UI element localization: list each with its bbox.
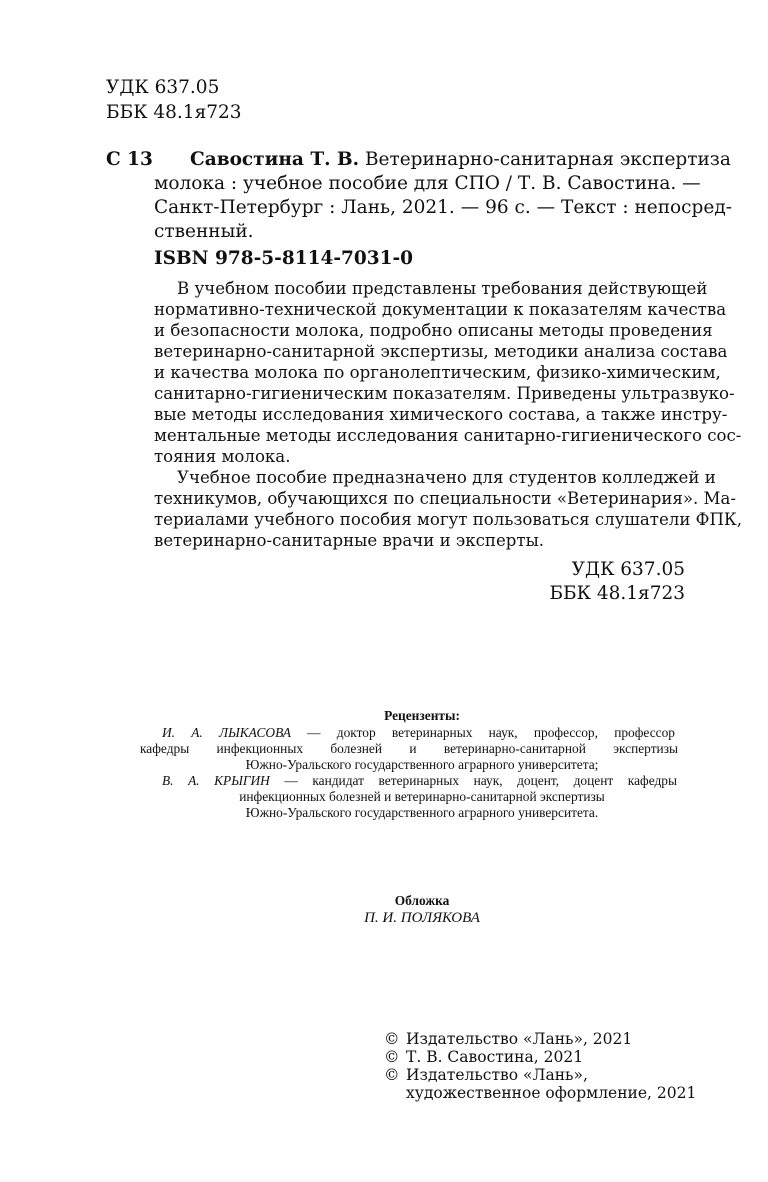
abstract-p2-line-1: Учебное пособие предназначено для студентов колледжей и — [177, 468, 716, 487]
reviewer-2-name: В. А. КРЫГИН — [162, 773, 270, 788]
reviewer-1-line-2: кафедры инфекционных болезней и ветеринарно-санитарной экспертизы — [140, 741, 678, 756]
reviewer-2-line-1 — [162, 774, 677, 787]
abstract-p2-line-3: териалами учебного пособия могут пользоваться слушатели ФПК, — [154, 510, 743, 529]
copyright-line-3: Издательство «Лань», — [406, 1066, 588, 1084]
reviewer-1-line-3: Южно-Уральского государственного аграрного университета; — [245, 757, 599, 772]
entry-line-1 — [190, 149, 731, 170]
reviewer-2-role: — кандидат ветеринарных наук, доцент, доцент кафедры — [269, 773, 677, 788]
abstract-p1-line-4: ветеринарно-санитарной экспертизы, методики анализа состава — [154, 342, 728, 361]
reviewer-1-line-1 — [162, 726, 675, 739]
abstract-p1-line-9: тояния молока. — [154, 447, 291, 466]
entry-line-2: молока : учебное пособие для СПО / Т. В. Савостина. — — [154, 173, 701, 194]
abstract-p1-line-8: ментальные методы исследования санитарно-гигиенического сос- — [154, 426, 742, 445]
copyright-symbol-1: © — [384, 1030, 400, 1048]
abstract-p1-line-5: и качества молока по органолептическим, физико-химическим, — [154, 363, 721, 382]
reviewer-1-role: — доктор ветеринарных наук, профессор, профессор — [290, 725, 675, 740]
entry-line-3: Санкт-Петербург : Лань, 2021. — 96 с. — Текст : непосред- — [154, 197, 732, 218]
abstract-p1-line-6: санитарно-гигиеническим показателям. Приведены ультразвуко- — [154, 384, 735, 403]
copyright-line-4: художественное оформление, 2021 — [406, 1084, 697, 1102]
entry-line-4: ственный. — [154, 221, 254, 242]
abstract-p1-line-7: вые методы исследования химического состава, а также инстру- — [154, 405, 728, 424]
cover-designer: П. И. ПОЛЯКОВА — [364, 910, 480, 926]
abstract-p1-line-2: нормативно-технической документации к показателям качества — [154, 300, 727, 319]
copyright-line-1: Издательство «Лань», 2021 — [406, 1030, 633, 1048]
abstract-p1-line-1: В учебном пособии представлены требования действующей — [177, 279, 708, 298]
cover-title: Обложка — [394, 893, 450, 908]
entry-author: Савостина Т. В. — [190, 149, 360, 170]
reviewers-title: Рецензенты: — [384, 708, 460, 723]
udk-bottom: УДК 637.05 — [571, 559, 685, 580]
reviewer-2-line-2: инфекционных болезней и ветеринарно-санитарной экспертизы — [239, 789, 605, 804]
udk-top: УДК 637.05 — [106, 77, 220, 98]
reviewer-2-line-3: Южно-Уральского государственного аграрного университета. — [245, 805, 599, 820]
abstract-p2-line-2: техникумов, обучающихся по специальности «Ветеринария». Ма- — [154, 489, 737, 508]
abstract-p2-line-4: ветеринарно-санитарные врачи и эксперты. — [154, 531, 545, 550]
bbk-bottom: ББК 48.1я723 — [549, 583, 685, 604]
author-code: С 13 — [106, 149, 153, 170]
abstract-p1-line-3: и безопасности молока, подробно описаны методы проведения — [154, 321, 713, 340]
entry-title: Ветеринарно-санитарная экспертиза — [359, 149, 731, 170]
reviewer-1-name: И. А. ЛЫКАСОВА — [162, 725, 291, 740]
isbn: ISBN 978-5-8114-7031-0 — [154, 248, 414, 269]
copyright-line-2: Т. В. Савостина, 2021 — [406, 1048, 584, 1066]
bbk-top: ББК 48.1я723 — [106, 102, 242, 123]
copyright-symbol-2: © — [384, 1048, 400, 1066]
copyright-symbol-3: © — [384, 1066, 400, 1084]
